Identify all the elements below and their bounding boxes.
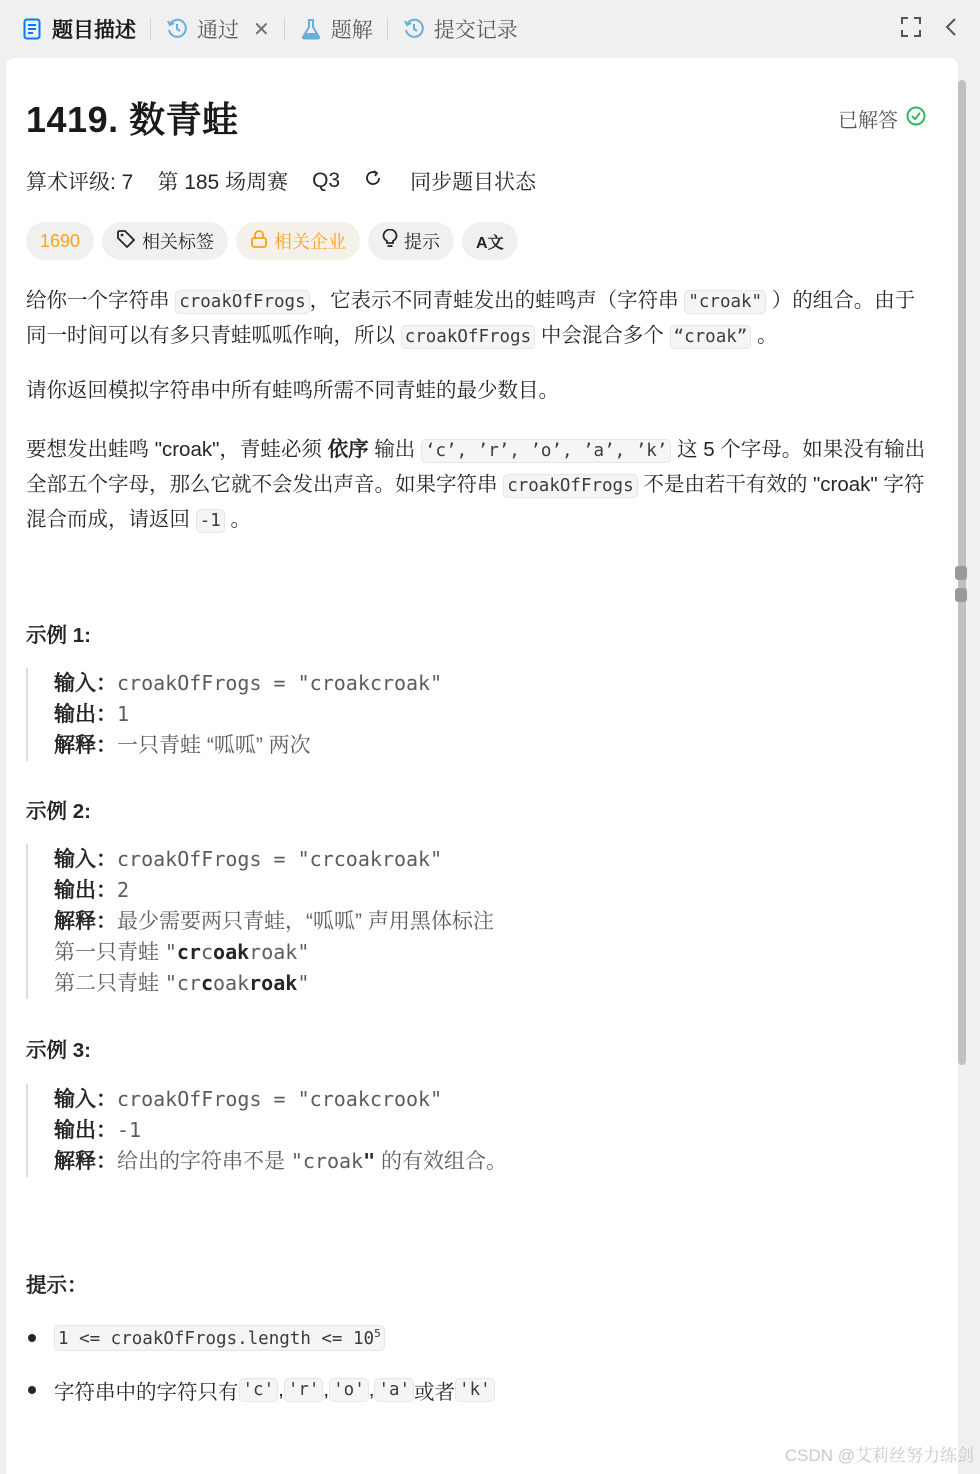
history-icon [402, 17, 426, 41]
char-code: 'o' [329, 1378, 369, 1402]
frog-1-seg: roak" [249, 940, 310, 964]
history-icon [165, 17, 189, 41]
inline-code: croakOfFrogs [401, 325, 535, 349]
example-explain-line [54, 906, 494, 937]
separator: , [368, 1378, 375, 1401]
explain-value: 的有效组合。 [375, 1150, 507, 1173]
meta-row [26, 166, 584, 196]
refresh-icon [364, 169, 382, 193]
fullscreen-icon[interactable] [900, 16, 922, 43]
frog-2-seg-bold: roak [249, 971, 298, 995]
translate-chip[interactable] [462, 222, 518, 260]
text: ，它表示不同青蛙发出的蛙鸣声（字符串 [309, 289, 685, 312]
description-paragraph-3 [26, 433, 931, 538]
tab-solutions[interactable] [299, 0, 373, 58]
example-explain-line [54, 1146, 507, 1177]
frog-2-seg-bold: c [200, 971, 214, 995]
char-code: 'k' [455, 1378, 495, 1402]
char-code: 'r' [284, 1378, 324, 1402]
chip-row [26, 222, 518, 260]
example-1-block [26, 668, 442, 761]
constraint-code [54, 1325, 385, 1351]
inline-code: "croak" [684, 290, 766, 314]
rating-text: 算术评级: 7 [26, 171, 134, 194]
input-label: 输入： [54, 1088, 117, 1111]
example-output-line [54, 1115, 507, 1146]
tag-icon [116, 229, 136, 254]
frog-1-seg-bold: oak [213, 940, 250, 964]
text: 中会混合多个 [535, 324, 670, 347]
explain-label: 解释： [54, 1150, 117, 1173]
inline-code: ‘c’, ’r’, ’o’, ’a’, ’k’ [421, 439, 671, 463]
example-3-title: 示例 3: [26, 1039, 91, 1062]
translate-icon: A文 [476, 234, 504, 252]
output-label: 输出： [54, 1119, 117, 1142]
input-value: croakOfFrogs = "crcoakroak" [117, 847, 443, 871]
example-output-line [54, 699, 442, 730]
contest-link[interactable]: 第 185 场周赛 [157, 171, 289, 194]
frog-1-prefix: 第一只青蛙 [54, 941, 165, 964]
related-companies-chip[interactable] [236, 222, 360, 260]
inline-code: croakOfFrogs [503, 474, 637, 498]
example-2-title: 示例 2: [26, 800, 91, 823]
hint-chip[interactable] [368, 222, 454, 260]
sync-status-button[interactable] [364, 166, 560, 196]
chip-label: 提示 [404, 232, 441, 252]
lightbulb-icon [382, 229, 398, 254]
explain-value: 给出的字符串不是 [117, 1150, 291, 1173]
description-icon [20, 17, 44, 41]
frog-1-seg-bold: cr [176, 940, 201, 964]
input-label: 输入： [54, 848, 117, 871]
tab-submissions[interactable] [402, 0, 518, 58]
inline-code: “croak” [670, 325, 752, 349]
watermark: CSDN @艾莉丝努力练剑 [784, 1446, 974, 1465]
lock-icon [250, 229, 268, 254]
tab-divider [284, 18, 285, 40]
explain-code-bold: " [363, 1149, 376, 1173]
tab-description[interactable] [20, 0, 136, 58]
text: 给你一个字符串 [26, 289, 176, 312]
example-input-line [54, 1084, 507, 1115]
title-row [26, 92, 936, 140]
bold-text: 依序 [327, 438, 369, 461]
text: 输出 [368, 438, 421, 461]
example-input-line [54, 844, 494, 875]
explain-label: 解释： [54, 910, 117, 933]
frog-2-seg: " [297, 971, 310, 995]
description-paragraph-1 [26, 284, 931, 354]
explain-code: "croak [290, 1149, 364, 1173]
text: 。 [224, 508, 251, 531]
input-value: croakOfFrogs = "croakcrook" [117, 1087, 443, 1111]
inline-code: croakOfFrogs [175, 290, 309, 314]
explain-value: 最少需要两只青蛙，“呱呱” 声用黑体标注 [117, 910, 494, 933]
explain-value: 一只青蛙 “呱呱” 两次 [117, 734, 311, 757]
difficulty-score-chip[interactable]: 1690 [26, 222, 94, 260]
frog-2-seg: "cr [164, 971, 201, 995]
tab-bar [0, 0, 980, 58]
chip-label: 相关标签 [142, 232, 215, 252]
tab-accepted[interactable] [165, 0, 270, 58]
example-explain-line [54, 730, 442, 761]
example-input-line [54, 668, 442, 699]
problem-panel [6, 58, 958, 1474]
check-circle-icon [906, 106, 926, 132]
flask-icon [299, 17, 323, 41]
input-value: croakOfFrogs = "croakcroak" [117, 671, 443, 695]
example-2-block [26, 844, 494, 999]
bullet [28, 1334, 36, 1342]
frog-1-seg: " [164, 940, 177, 964]
scroll-marker [955, 588, 967, 602]
frog-2-seg: oak [213, 971, 250, 995]
constraints-list [26, 1312, 495, 1416]
text: 不是由若干有效的 "croak" 字符混合而成，请返回 [26, 473, 925, 531]
related-tags-chip[interactable] [102, 222, 228, 260]
tab-label: 通过 [197, 19, 239, 42]
text: 要想发出蛙鸣 "croak"，青蛙必须 [26, 438, 328, 461]
frog-1-line [54, 937, 494, 968]
text: 或者 [414, 1381, 456, 1404]
quarter-text: Q3 [312, 169, 341, 192]
output-label: 输出： [54, 879, 117, 902]
tab-divider [387, 18, 388, 40]
example-3-block [26, 1084, 507, 1177]
code-text: 1 <= croakOfFrogs.length <= 10 [58, 1328, 375, 1349]
explain-label: 解释： [54, 734, 117, 757]
separator: , [278, 1378, 284, 1401]
output-label: 输出： [54, 703, 117, 726]
solved-status [838, 104, 926, 133]
description-paragraph-2: 请你返回模拟字符串中所有蛙鸣所需不同青蛙的最少数目。 [26, 379, 559, 402]
tabbar-actions [900, 16, 958, 43]
input-label: 输入： [54, 672, 117, 695]
output-value: 1 [117, 702, 130, 726]
frog-1-seg: c [200, 940, 214, 964]
separator: , [323, 1378, 330, 1401]
text: 。 [751, 324, 778, 347]
tab-label: 题解 [330, 19, 373, 42]
list-item [26, 1312, 495, 1364]
example-output-line [54, 875, 494, 906]
output-value: -1 [117, 1118, 142, 1142]
scroll-marker [955, 566, 967, 580]
text: 字符串中的字符只有 [54, 1381, 239, 1404]
bullet [28, 1386, 36, 1394]
superscript: 5 [374, 1327, 381, 1341]
example-1-title: 示例 1: [26, 624, 91, 647]
text: ）的组合。由于同一时间可以有多只青蛙呱呱作响，所以 [26, 289, 916, 347]
inline-code: -1 [196, 509, 225, 533]
chevron-left-icon[interactable] [944, 16, 958, 43]
tab-label: 提交记录 [433, 19, 518, 42]
constraints-title: 提示： [26, 1274, 88, 1297]
page-title: 1419. 数青蛙 [26, 99, 239, 140]
close-icon[interactable]: ✕ [253, 18, 270, 41]
frog-2-prefix: 第二只青蛙 [54, 972, 165, 995]
tab-divider [150, 18, 151, 40]
sync-label: 同步题目状态 [410, 171, 537, 194]
chip-label: 相关企业 [274, 232, 347, 252]
solved-label: 已解答 [838, 110, 898, 132]
text: 这 5 个字母。如果没有输出全部五个字母，那么它就不会发出声音。如果字符串 [26, 438, 926, 496]
tab-label: 题目描述 [52, 19, 136, 42]
char-code: 'c' [239, 1378, 279, 1402]
frog-2-line [54, 968, 494, 999]
char-code: 'a' [374, 1378, 414, 1402]
list-item [26, 1364, 495, 1416]
output-value: 2 [117, 878, 130, 902]
